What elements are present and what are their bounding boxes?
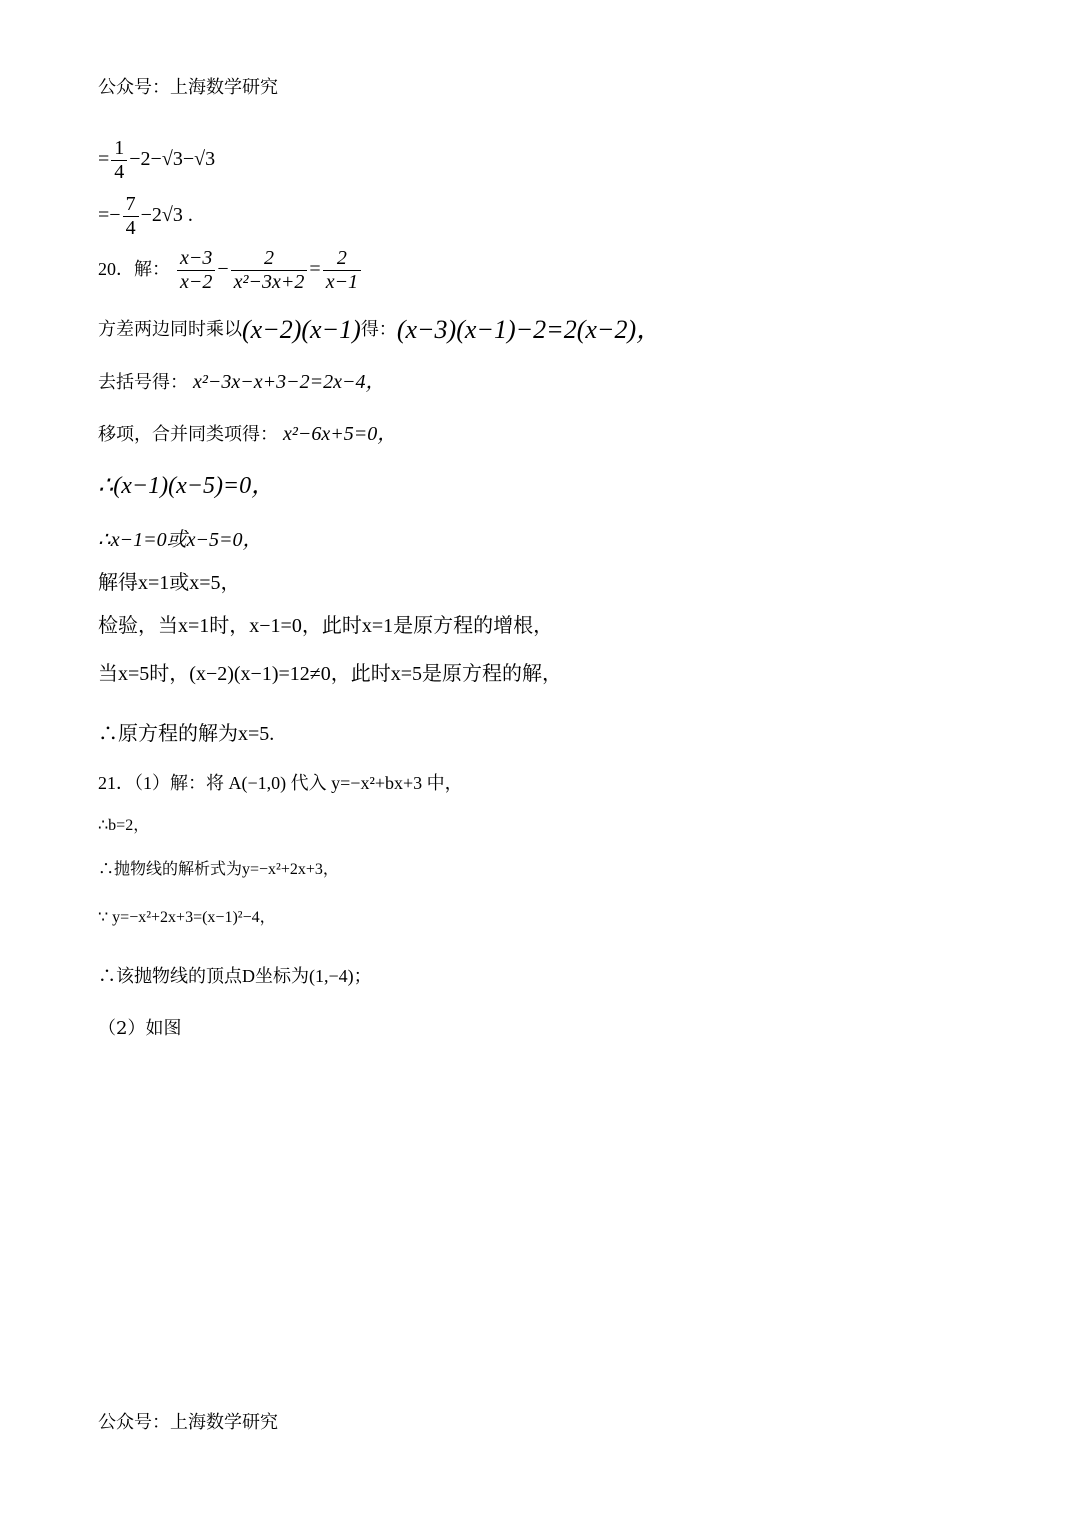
p19-line1	[98, 137, 215, 184]
p19-line2-rest: −2√3 .	[140, 204, 193, 227]
p19-line1-rest: −2−√3−√3	[129, 148, 216, 171]
p20-step1	[98, 317, 662, 343]
p20-f1-num: x−3	[177, 247, 215, 271]
p21-line4: ∵ y=−x²+2x+3=(x−1)²−4，	[98, 909, 276, 926]
p20-equation	[98, 247, 363, 294]
p20-eq: =	[309, 258, 321, 281]
p20-step7: 检验，当x=1时，x−1=0，此时x=1是原方程的增根，	[98, 615, 554, 637]
p19-line2-eq: =−	[98, 204, 121, 227]
p20-f2-num: 2	[231, 247, 308, 271]
p19-line1-frac	[111, 137, 127, 184]
p19-line2-den: 4	[125, 217, 136, 239]
p20-step8: 当x=5时，(x−2)(x−1)=12≠0，此时x=5是原方程的解，	[98, 663, 563, 685]
p19-line2-frac	[123, 193, 139, 240]
p20-step2	[98, 372, 385, 392]
p21-line1: 21．（1）解：将 A(−1,0) 代入 y=−x²+bx+3 中，	[98, 773, 463, 793]
p20-step1-text: 方差两边同时乘以	[98, 319, 242, 339]
p20-step9: ∴原方程的解为x=5.	[98, 723, 275, 745]
p20-f2-den: x²−3x+2	[233, 271, 305, 293]
p20-step5: ∴x−1=0或x−5=0，	[98, 529, 263, 551]
p19-line1-den: 4	[114, 161, 125, 183]
p21-line6: （2）如图	[98, 1018, 182, 1039]
p20-step1-mid: 得：	[360, 319, 397, 339]
p21-line3: ∴抛物线的解析式为y=−x²+2x+3，	[98, 861, 339, 878]
p20-step4: ∴(x−1)(x−5)=0，	[98, 473, 276, 499]
p20-step2-eq: x²−3x−x+3−2=2x−4，	[193, 371, 386, 393]
p20-step1-eq: (x−3)(x−1)−2=2(x−2)，	[396, 315, 663, 344]
p20-label: 20．解：	[98, 259, 170, 280]
p20-step3	[98, 424, 397, 444]
footer-source: 公众号：上海数学研究	[98, 1412, 278, 1433]
p20-f3-den: x−1	[325, 271, 359, 293]
p21-line5: ∴该抛物线的顶点D坐标为(1,−4)；	[98, 966, 372, 986]
p20-frac2	[231, 247, 308, 294]
p19-line2	[98, 193, 193, 240]
p20-step6: 解得x=1或x=5，	[98, 572, 241, 594]
p19-line1-num: 1	[111, 137, 127, 161]
p19-line1-eq: =	[98, 148, 110, 171]
p20-f3-num: 2	[323, 247, 361, 271]
header-source: 公众号：上海数学研究	[98, 77, 278, 98]
p20-step3-eq: x²−6x+5=0，	[283, 423, 398, 445]
p20-frac1	[177, 247, 215, 294]
p20-step3-text: 移项，合并同类项得：	[98, 424, 278, 444]
p20-step1-mult: (x−2)(x−1)	[242, 315, 361, 344]
p19-line2-num: 7	[123, 193, 139, 217]
p20-minus: −	[217, 258, 229, 281]
p20-f1-den: x−2	[180, 271, 213, 293]
p20-frac3	[323, 247, 361, 294]
p21-line2: ∴b=2，	[98, 817, 150, 834]
p20-step2-text: 去括号得：	[98, 372, 188, 392]
